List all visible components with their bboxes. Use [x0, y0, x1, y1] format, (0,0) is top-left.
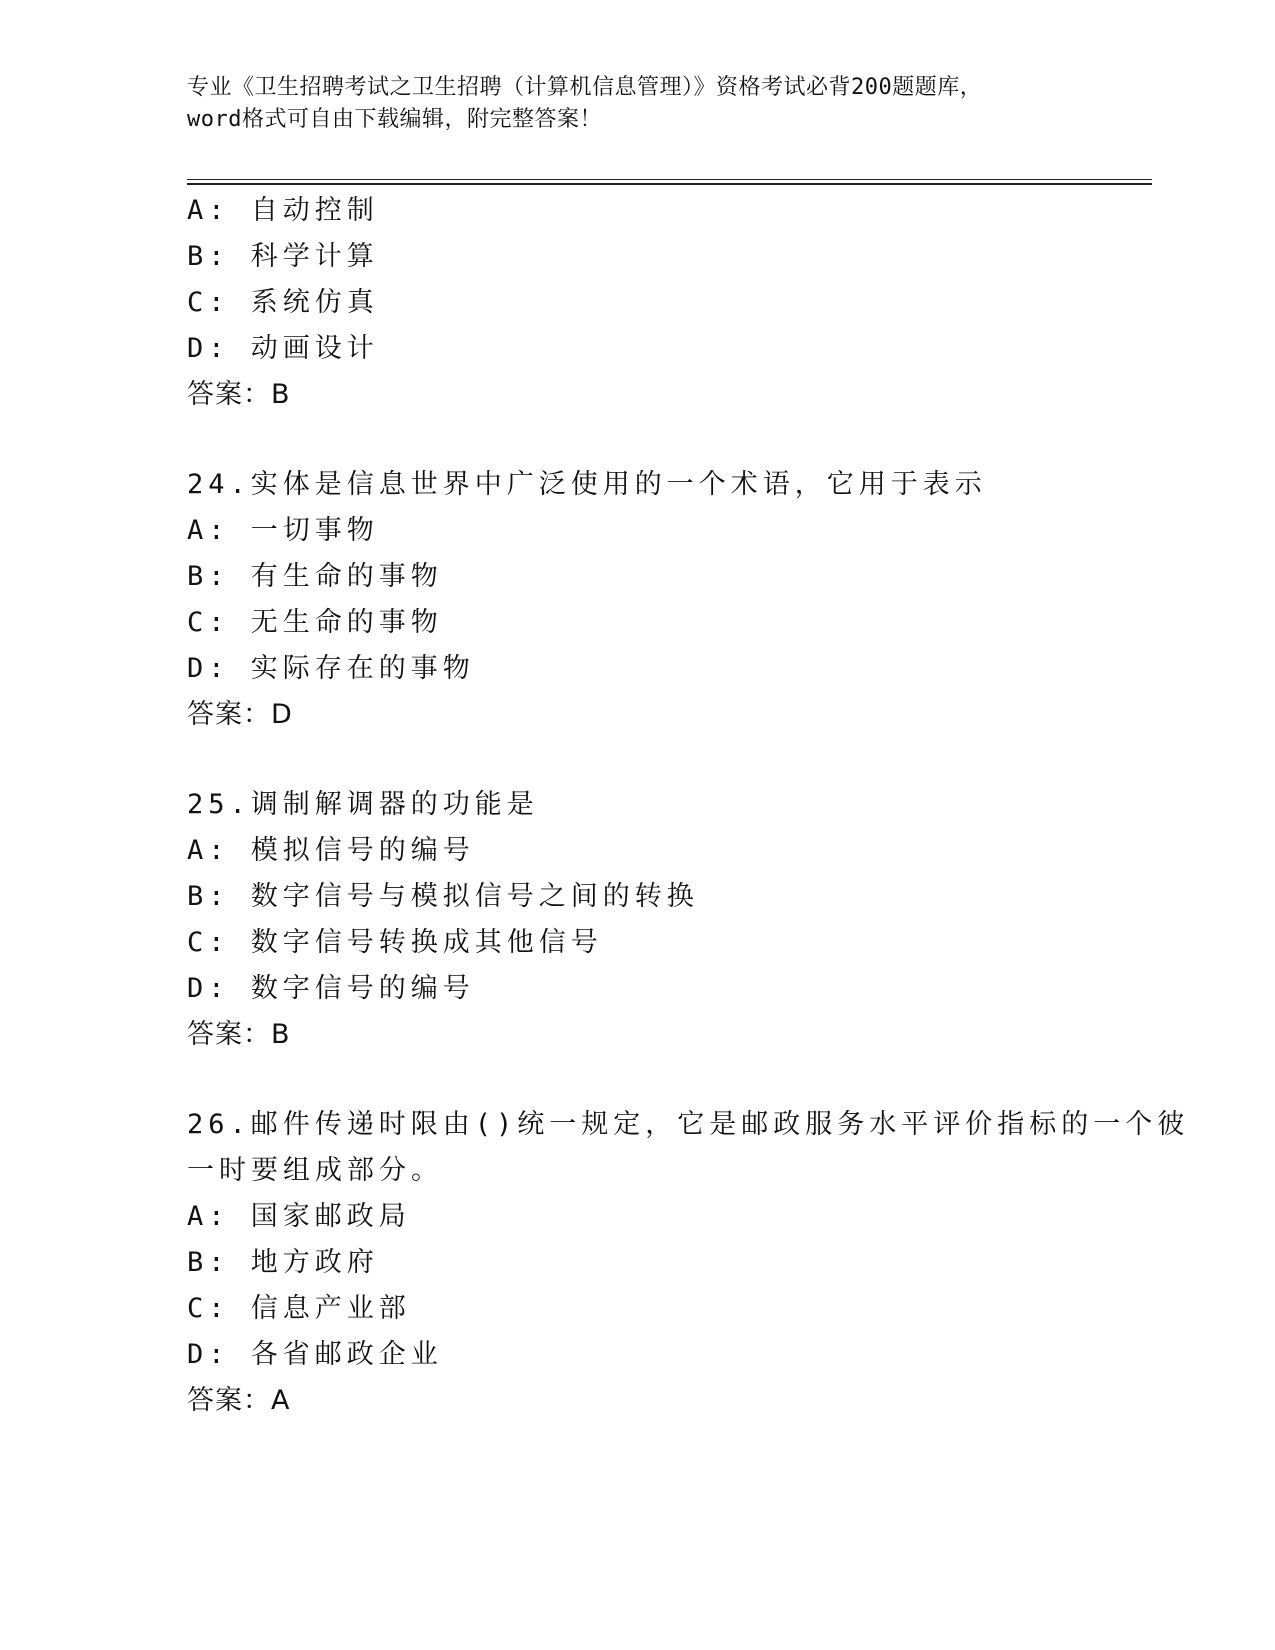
header-line-2: word格式可自由下载编辑，附完整答案！	[187, 107, 602, 132]
header-divider-thick	[187, 183, 1152, 185]
option-d: D: 动画设计	[187, 333, 379, 364]
option-a: A: 模拟信号的编号	[187, 835, 475, 866]
block-gap	[187, 738, 1147, 782]
option-c: C: 无生命的事物	[187, 607, 443, 638]
option-b: B: 地方政府	[187, 1247, 379, 1278]
question-stem-line-2: 一时要组成部分。	[187, 1155, 443, 1186]
answer: 答案：D	[187, 699, 293, 730]
question-stem-line-1: 26.邮件传递时限由()统一规定，它是邮政服务水平评价指标的一个彼	[187, 1109, 1190, 1140]
question-block-25	[187, 782, 1147, 1058]
option-b: B: 科学计算	[187, 241, 379, 272]
option-b: B: 有生命的事物	[187, 561, 443, 592]
document-header	[187, 72, 1087, 136]
block-gap	[187, 1058, 1147, 1102]
option-c: C: 系统仿真	[187, 287, 379, 318]
question-block-23	[187, 188, 1147, 418]
header-divider-thin	[187, 179, 1152, 180]
option-d: D: 实际存在的事物	[187, 653, 475, 684]
option-b: B: 数字信号与模拟信号之间的转换	[187, 881, 699, 912]
question-list	[187, 188, 1190, 1424]
answer: 答案：A	[187, 1385, 291, 1416]
answer: 答案：B	[187, 1019, 291, 1050]
answer: 答案：B	[187, 379, 291, 410]
option-d: D: 数字信号的编号	[187, 973, 475, 1004]
question-stem: 24.实体是信息世界中广泛使用的一个术语，它用于表示	[187, 469, 987, 500]
option-d: D: 各省邮政企业	[187, 1339, 443, 1370]
option-c: C: 信息产业部	[187, 1293, 411, 1324]
option-a: A: 国家邮政局	[187, 1201, 411, 1232]
block-gap	[187, 418, 1147, 462]
question-block-26	[187, 1102, 1190, 1424]
question-stem: 25.调制解调器的功能是	[187, 789, 539, 820]
option-a: A: 自动控制	[187, 195, 379, 226]
header-line-1: 专业《卫生招聘考试之卫生招聘（计算机信息管理）》资格考试必背200题题库，	[187, 75, 983, 100]
option-a: A: 一切事物	[187, 515, 379, 546]
question-block-24	[187, 462, 1147, 738]
option-c: C: 数字信号转换成其他信号	[187, 927, 603, 958]
